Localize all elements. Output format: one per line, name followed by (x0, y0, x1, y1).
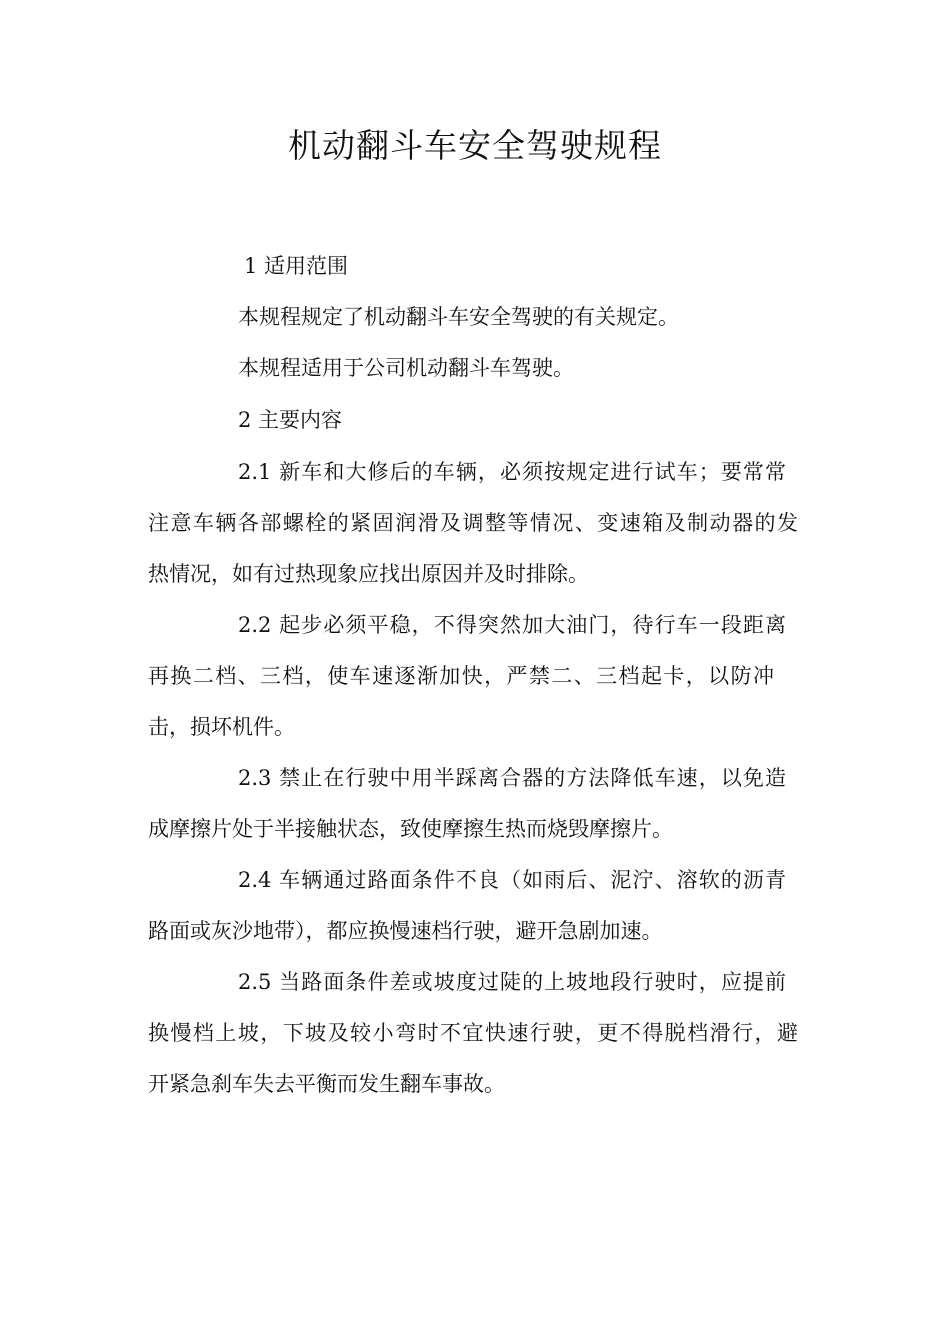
item-2-1-line-3: 热情况，如有过热现象应找出原因并及时排除。 (148, 562, 589, 586)
item-2-2-line-3: 击，损坏机件。 (148, 715, 295, 739)
item-2-4-line-1: 2.4 车辆通过路面条件不良（如雨后、泥泞、溶软的沥青 (238, 868, 786, 892)
item-2-1-line-1: 2.1 新车和大修后的车辆，必须按规定进行试车；要常常 (238, 460, 786, 484)
item-2-5-line-3: 开紧急刹车失去平衡而发生翻车事故。 (148, 1072, 505, 1096)
section-2-heading: 2 主要内容 (238, 408, 343, 432)
item-2-2-line-2: 再换二档、三档，使车速逐渐加快，严禁二、三档起卡，以防冲 (148, 664, 774, 688)
item-2-5-line-1: 2.5 当路面条件差或坡度过陡的上坡地段行驶时，应提前 (238, 970, 786, 994)
item-2-1-line-2: 注意车辆各部螺栓的紧固润滑及调整等情况、变速箱及制动器的发 (148, 511, 798, 535)
item-2-3-line-2: 成摩擦片处于半接触状态，致使摩擦生热而烧毁摩擦片。 (148, 817, 673, 841)
section-1-paragraph-1: 本规程规定了机动翻斗车安全驾驶的有关规定。 (238, 305, 679, 329)
item-2-5-line-2: 换慢档上坡，下坡及较小弯时不宜快速行驶，更不得脱档滑行，避 (148, 1021, 798, 1045)
item-2-4-line-2: 路面或灰沙地带），都应换慢速档行驶，避开急剧加速。 (148, 919, 663, 943)
item-2-2-line-1: 2.2 起步必须平稳，不得突然加大油门，待行车一段距离 (238, 613, 786, 637)
section-1-paragraph-2: 本规程适用于公司机动翻斗车驾驶。 (238, 356, 574, 380)
document-title: 机动翻斗车安全驾驶规程 (288, 126, 662, 165)
section-1-heading: 1 适用范围 (244, 254, 349, 278)
item-2-3-line-1: 2.3 禁止在行驶中用半踩离合器的方法降低车速，以免造 (238, 766, 786, 790)
